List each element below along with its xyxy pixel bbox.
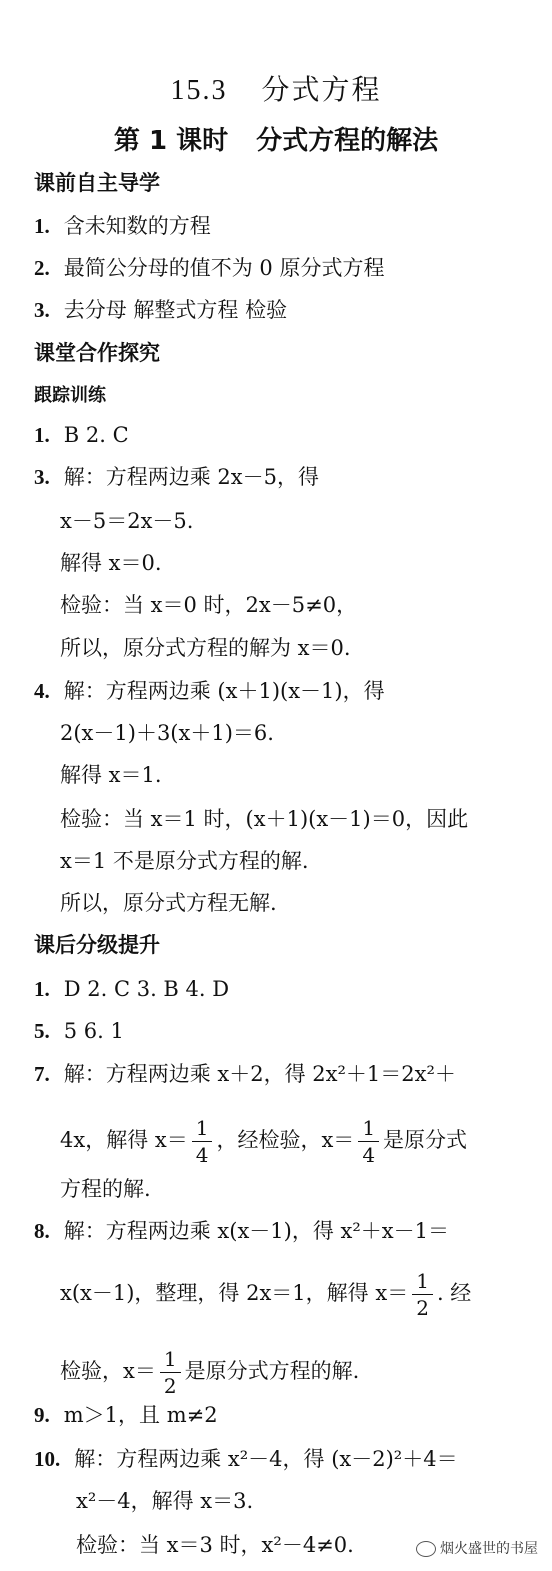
q4-line-5: x＝1 不是原分式方程的解. [60, 849, 309, 873]
q4-line-6: 所以，原分式方程无解. [60, 891, 277, 915]
q9-line: 9. m＞1，且 m≠2 [34, 1403, 218, 1427]
q10-line-2: x²－4，解得 x＝3. [76, 1489, 254, 1513]
pre-item-1: 1. 含未知数的方程 [34, 214, 211, 238]
q4-line-2: 2(x－1)＋3(x＋1)＝6. [60, 721, 274, 745]
q3-line-4: 检验：当 x＝0 时，2x－5≠0， [60, 593, 358, 617]
q10-line-1: 10. 解：方程两边乘 x²－4，得 (x－2)²＋4＝ [34, 1447, 458, 1471]
q3-line-3: 解得 x＝0. [60, 551, 162, 575]
fraction-one-half: $\frac{1}{2}$ [412, 1268, 433, 1321]
lesson-topic: 分式方程的解法 [256, 126, 439, 156]
class-subheading: 跟踪训练 [34, 385, 106, 406]
watermark-text: 烟火盛世的书屋 [440, 1541, 538, 1557]
fraction-one-quarter: $\frac{1}{4}$ [192, 1115, 213, 1168]
q10-line-3: 检验：当 x＝3 时，x²－4≠0. [76, 1533, 354, 1557]
fraction-one-quarter: $\frac{1}{4}$ [358, 1115, 379, 1168]
wechat-icon [416, 1541, 436, 1557]
fraction-one-half: $\frac{1}{2}$ [160, 1346, 181, 1399]
watermark [416, 1538, 538, 1558]
q4-line-1: 4. 解：方程两边乘 (x＋1)(x－1)，得 [34, 679, 385, 703]
pre-item-3: 3. 去分母 解整式方程 检验 [34, 298, 288, 322]
q7-line-2: 4x，解得 x＝ $\frac{1}{4}$ ，经检验，x＝ $\frac{1}{4}$ 是原分式 [60, 1116, 468, 1167]
class-heading: 课堂合作探究 [34, 341, 160, 365]
post-heading: 课后分级提升 [34, 933, 160, 957]
q7-line-3: 方程的解. [60, 1177, 151, 1201]
q4-line-3: 解得 x＝1. [60, 763, 162, 787]
q3-line-1: 3. 解：方程两边乘 2x－5，得 [34, 465, 319, 489]
q8-line-2: x(x－1)，整理，得 2x＝1，解得 x＝ $\frac{1}{2}$ . 经 [60, 1269, 472, 1320]
q3-line-5: 所以，原分式方程的解为 x＝0. [60, 636, 351, 660]
q7-line-1: 7. 解：方程两边乘 x＋2，得 2x²＋1＝2x²＋ [34, 1062, 456, 1086]
class-answers-1-2: 1. B 2. C [34, 423, 129, 447]
post-answers-1-4: 1. D 2. C 3. B 4. D [34, 977, 230, 1001]
pre-item-2: 2. 最简公分母的值不为 0 原分式方程 [34, 256, 385, 280]
section-number: 15.3 [170, 75, 228, 106]
section-title [0, 68, 552, 108]
q3-line-2: x－5＝2x－5. [60, 509, 194, 533]
section-name: 分式方程 [261, 73, 382, 106]
post-answers-5-6: 5. 5 6. 1 [34, 1019, 124, 1043]
q8-line-3: 检验，x＝ $\frac{1}{2}$ 是原分式方程的解. [60, 1347, 360, 1398]
lesson-number: 第 1 课时 [113, 126, 229, 156]
pre-heading: 课前自主导学 [34, 171, 160, 195]
q8-line-1: 8. 解：方程两边乘 x(x－1)，得 x²＋x－1＝ [34, 1219, 449, 1243]
lesson-title [0, 120, 552, 157]
q4-line-4: 检验：当 x＝1 时，(x＋1)(x－1)＝0，因此 [60, 807, 469, 831]
